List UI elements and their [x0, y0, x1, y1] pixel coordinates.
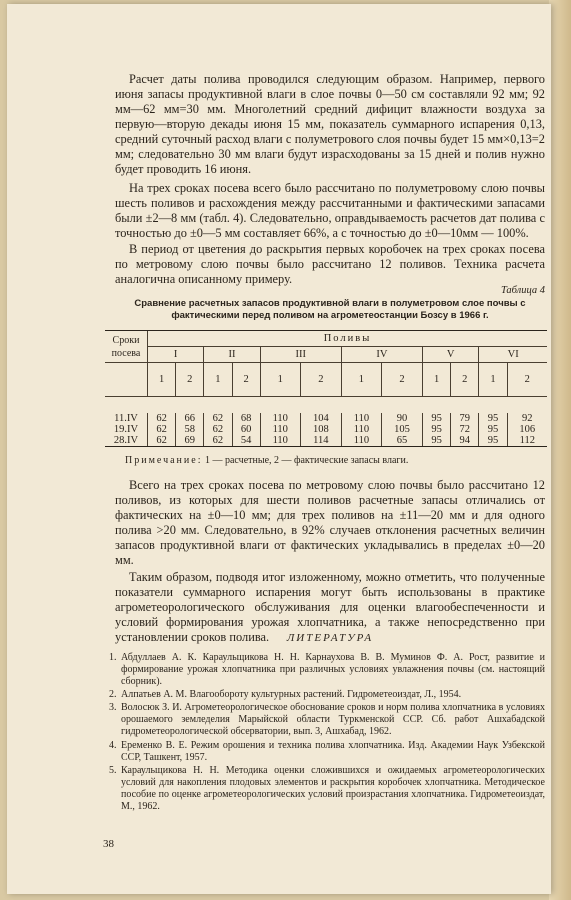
- cell: 95: [423, 435, 451, 447]
- cell: 95: [423, 424, 451, 435]
- cell: 110: [260, 413, 300, 424]
- note-text: 1 — расчетные, 2 — фактические запасы влаги.: [202, 455, 409, 466]
- group-header: Поливы: [148, 331, 548, 347]
- ref-text: Еременко В. Е. Режим орошения и техника полива хлопчатника. Изд. Академии Наук Узбекской ССР, Ташкент, 1957.: [121, 740, 545, 763]
- cell: 95: [479, 413, 507, 424]
- literature-heading: ЛИТЕРАТУРА: [286, 632, 374, 644]
- cell: 66: [176, 413, 204, 424]
- group-5: V: [423, 347, 479, 363]
- subcol-row: [105, 363, 547, 397]
- group-3: III: [260, 347, 341, 363]
- ref-number: 3.: [109, 702, 117, 713]
- ref-number: 2.: [109, 689, 117, 700]
- book-page: [7, 4, 551, 894]
- paragraph-4: Всего на трех сроках посева по метровому слою почвы было рассчитано 12 поливов, из которых для шести поливов расчетные запасы отличались от фактических на ±0—10 мм; для трех поливов на ±11—20 мм и для одного полива >20 мм. Следовательно, в 92% случаев отклонения расчетных величин запасов продуктивной влаги от фактических укладывались в пределах ±0—20 мм.: [115, 478, 545, 567]
- cell: 54: [232, 435, 260, 447]
- cell: 72: [451, 424, 479, 435]
- subcol: 1: [204, 363, 232, 397]
- ref-number: 4.: [109, 740, 117, 751]
- subcol: 2: [300, 363, 341, 397]
- subcol: 1: [423, 363, 451, 397]
- ref-text: Волосюк З. И. Агрометеорологическое обоснование сроков и норм полива хлопчатника в условиях орошаемого земледелия Марыйской области Туркменской ССР. Сб. работ Ашхабадской гидрометеорологической обсерватории, вып. 3, Ашхабад, 1962.: [121, 702, 545, 737]
- subcol: 1: [341, 363, 381, 397]
- page-number: 38: [103, 838, 114, 850]
- subcol: 1: [260, 363, 300, 397]
- paragraph-3: В период от цветения до раскрытия первых коробочек на трех сроках посева по метровому слою почвы было рассчитано 12 поливов. Техника расчета аналогична описанному примеру.: [115, 242, 545, 286]
- row-header-cell: Сроки посева: [105, 331, 148, 363]
- book-spine: [549, 0, 571, 900]
- cell: 58: [176, 424, 204, 435]
- cell: 94: [451, 435, 479, 447]
- cell: 95: [479, 424, 507, 435]
- cell: 90: [381, 413, 422, 424]
- table-row: [105, 424, 547, 435]
- group-4: IV: [341, 347, 422, 363]
- ref-text: Алпатьев А. М. Влагообороту культурных растений. Гидрометеоиздат, Л., 1954.: [121, 689, 462, 700]
- subcol: 2: [507, 363, 547, 397]
- cell: 62: [204, 435, 232, 447]
- paragraph-5: Таким образом, подводя итог изложенному, можно отметить, что полученные показатели суммарного испарения могут быть использованы в практике агрометеорологического обслуживания для оценки влагообеспеченности и условий формирования урожая хлопчатника, а также непосредственно при установлении сроков полива.: [115, 570, 545, 644]
- cell: 62: [148, 435, 176, 447]
- paragraph-1: Расчет даты полива проводился следующим образом. Например, первого июня запасы продуктивной влаги в слое почвы 0—50 см составляли 92 мм; 92 мм—62 мм=30 мм. Многолетний средний дифицит влажности воздуха за первую—вторую декады июня 15 мм, показатель суммарного испарения 0,13, средний суточный расход влаги с полуметрового слоя почвы будет 15 мм×0,13=2 мм; следовательно 30 мм влаги будут израсходованы за 15 дней и полив нужно будет проводить 16 июня.: [115, 72, 545, 176]
- note-label: Примечание:: [125, 455, 203, 466]
- reference-2: [109, 689, 545, 701]
- table-label: Таблица 4: [500, 285, 545, 296]
- subcol: 2: [381, 363, 422, 397]
- reference-4: [109, 740, 545, 764]
- irrigation-table: [105, 330, 547, 447]
- cell: 68: [232, 413, 260, 424]
- cell: 106: [507, 424, 547, 435]
- cell: 62: [148, 424, 176, 435]
- table-row: [105, 435, 547, 447]
- cell: 92: [507, 413, 547, 424]
- cell: 62: [204, 424, 232, 435]
- subcol: 2: [176, 363, 204, 397]
- table-title: Сравнение расчетных запасов продуктивной влаги в полуметровом слое почвы с фактическими перед поливом на агрометеостанции Бозсу в 1966 г.: [134, 298, 526, 321]
- cell: 108: [300, 424, 341, 435]
- cell: 104: [300, 413, 341, 424]
- subcol: 2: [232, 363, 260, 397]
- cell: 114: [300, 435, 341, 447]
- table-note: [125, 455, 408, 466]
- reference-3: [109, 702, 545, 738]
- cell: 62: [204, 413, 232, 424]
- cell: 69: [176, 435, 204, 447]
- cell: 105: [381, 424, 422, 435]
- cell: 95: [479, 435, 507, 447]
- cell: 79: [451, 413, 479, 424]
- cell: 62: [148, 413, 176, 424]
- ref-text: Караульщикова Н. Н. Методика оценки сложившихся и ожидаемых агрометеорологических условий для накопления плодовых элементов и раскрытия коробочек хлопчатника. Методическое пособие по оценке агрометеорологических условий произрастания хлопчатника. Гидрометеоиздат, М., 1962.: [121, 765, 545, 812]
- reference-1: [109, 652, 545, 688]
- group-2: II: [204, 347, 260, 363]
- table-row: [105, 413, 547, 424]
- ref-text: Абдуллаев А. К. Караульщикова Н. Н. Карнаухова В. В. Муминов Ф. А. Рост, развитие и формирование урожая хлопчатника при различных условиях увлажнения почвы (см. настоящий сборник).: [121, 652, 545, 687]
- ref-number: 5.: [109, 765, 117, 776]
- cell: 60: [232, 424, 260, 435]
- group-6: VI: [479, 347, 547, 363]
- subcol: 1: [148, 363, 176, 397]
- row-date: 11.IV: [114, 412, 138, 424]
- paragraph-2: На трех сроках посева всего было рассчитано по полуметровому слою почвы шесть поливов и расхождения между рассчитанными и фактическими запасами были ±2—8 мм (табл. 4). Следовательно, оправдываемость расчетов дат полива с точностью до ±0—5 мм составляет 66%, а с точностью до ±0—10мм — 100%.: [115, 181, 545, 240]
- reference-5: [109, 765, 545, 813]
- row-date: 28.IV: [105, 435, 148, 447]
- cell: 110: [341, 435, 381, 447]
- cell: 112: [507, 435, 547, 447]
- group-row: [105, 347, 547, 363]
- row-date: 19.IV: [113, 423, 139, 435]
- ref-number: 1.: [109, 652, 117, 663]
- cell: 95: [423, 413, 451, 424]
- subcol: 2: [451, 363, 479, 397]
- cell: 110: [260, 424, 300, 435]
- group-1: I: [148, 347, 204, 363]
- cell: 65: [381, 435, 422, 447]
- cell: 110: [260, 435, 300, 447]
- cell: 110: [341, 413, 381, 424]
- subcol: 1: [479, 363, 507, 397]
- cell: 110: [341, 424, 381, 435]
